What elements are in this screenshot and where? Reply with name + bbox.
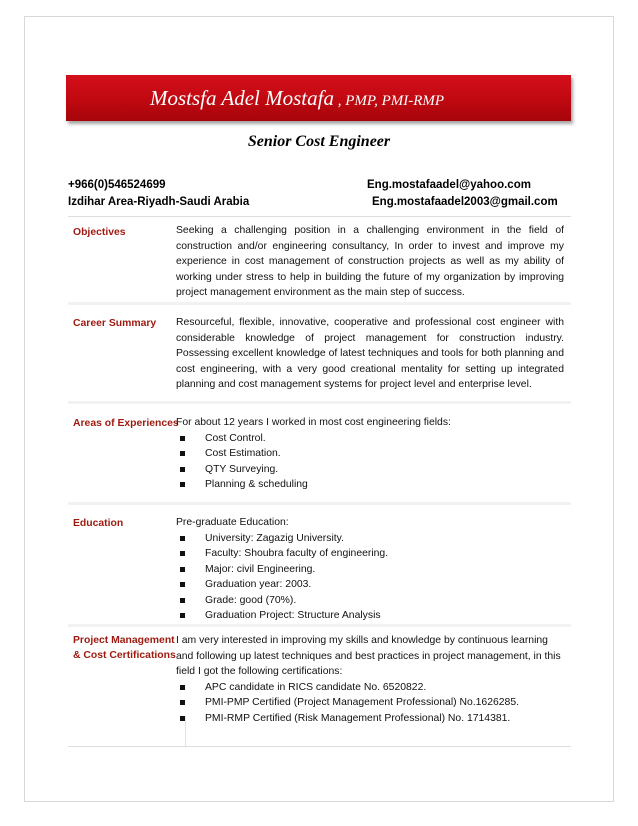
objectives-label: Objectives [73,227,126,238]
career-summary-text: Resourceful, flexible, innovative, cooperative and professional cost engineer with considerable knowledge of project management for construction industry. Possessing excellent knowledge of latest techniques and tools for both planning and cost engineering, with a very good creational mentality for setting up integrated planning and cost management systems for project level and enterprise level. [176,317,564,390]
list-item-text: Graduation year: 2003. [205,579,312,590]
square-bullet-icon [180,685,185,690]
section-divider [68,502,571,505]
list-item-text: Faculty: Shoubra faculty of engineering. [205,548,389,559]
square-bullet-icon [180,613,185,618]
list-item-text: Cost Estimation. [205,448,281,459]
section-divider [68,746,571,747]
section-divider [68,302,571,305]
list-item [176,446,564,462]
section-divider [68,624,571,627]
contact-email-secondary: Eng.mostafaadel2003@gmail.com [372,196,558,208]
contact-email-primary: Eng.mostafaadel@yahoo.com [367,179,531,191]
education-body [176,515,564,624]
certifications-label [73,633,183,663]
list-item-text: APC candidate in RICS candidate No. 6520822. [205,681,427,693]
square-bullet-icon [180,598,185,603]
column-divider [185,716,186,746]
square-bullet-icon [180,467,185,472]
list-item-text: Planning & scheduling [205,479,308,490]
education-intro: Pre-graduate Education: [176,517,289,528]
career-summary-label: Career Summary [73,318,157,329]
areas-of-experiences-label: Areas of Experiences [73,418,179,429]
areas-of-experiences-body [176,415,564,493]
certifications-intro: I am very interested in improving my skills and knowledge by continuous learning and following up latest techniques and best practices in project management, in this field I got the following certifications: [176,635,561,677]
list-item [176,695,564,711]
contact-location: Izdihar Area-Riyadh-Saudi Arabia [68,196,250,208]
list-item-text: PMI-PMP Certified (Project Management Professional) No.1626285. [205,697,519,708]
certifications-label-line-2: & Cost Certifications [73,650,176,661]
section-divider [68,216,571,217]
list-item [176,680,564,696]
objectives-body [176,223,564,301]
list-item [176,577,564,593]
list-item-text: Cost Control. [205,432,266,444]
list-item [176,531,564,547]
candidate-credentials: , PMP, PMI-RMP [333,93,445,109]
list-item [176,546,564,562]
list-item-text: PMI-RMP Certified (Risk Management Professional) No. 1714381. [205,712,511,724]
certifications-list [176,680,564,727]
list-item-text: Graduation Project: Structure Analysis [205,610,381,621]
square-bullet-icon [180,436,185,441]
certifications-body [176,633,564,726]
objectives-text: Seeking a challenging position in a challenging environment in the field of construction and/or engineering consultancy, In order to invest and improve my experience in cost management of construction projects as well as my ability of working under stress to help in building the future of my organization by improving project management environment as the main step of success. [176,225,564,298]
list-item-text: Grade: good (70%). [205,594,297,606]
career-summary-body [176,315,564,393]
name-banner [66,75,571,121]
square-bullet-icon [180,582,185,587]
square-bullet-icon [180,451,185,456]
list-item [176,431,564,447]
areas-list [176,431,564,493]
square-bullet-icon [180,536,185,541]
contact-phone: +966(0)546524699 [68,179,166,191]
job-title: Senior Cost Engineer [247,133,391,150]
education-list [176,531,564,624]
square-bullet-icon [180,567,185,572]
list-item [176,593,564,609]
list-item-text: University: Zagazig University. [205,532,344,544]
education-label: Education [73,518,124,529]
list-item [176,711,564,727]
list-item [176,477,564,493]
square-bullet-icon [180,551,185,556]
list-item-text: QTY Surveying. [205,463,279,475]
section-divider [68,401,571,404]
square-bullet-icon [180,482,185,487]
list-item [176,462,564,478]
list-item [176,562,564,578]
candidate-name: Mostsfa Adel Mostafa [150,86,334,110]
list-item-text: Major: civil Engineering. [205,563,316,575]
certifications-label-line-1: Project Management [73,635,175,646]
square-bullet-icon [180,700,185,705]
areas-intro: For about 12 years I worked in most cost engineering fields: [176,417,451,428]
list-item [176,608,564,624]
